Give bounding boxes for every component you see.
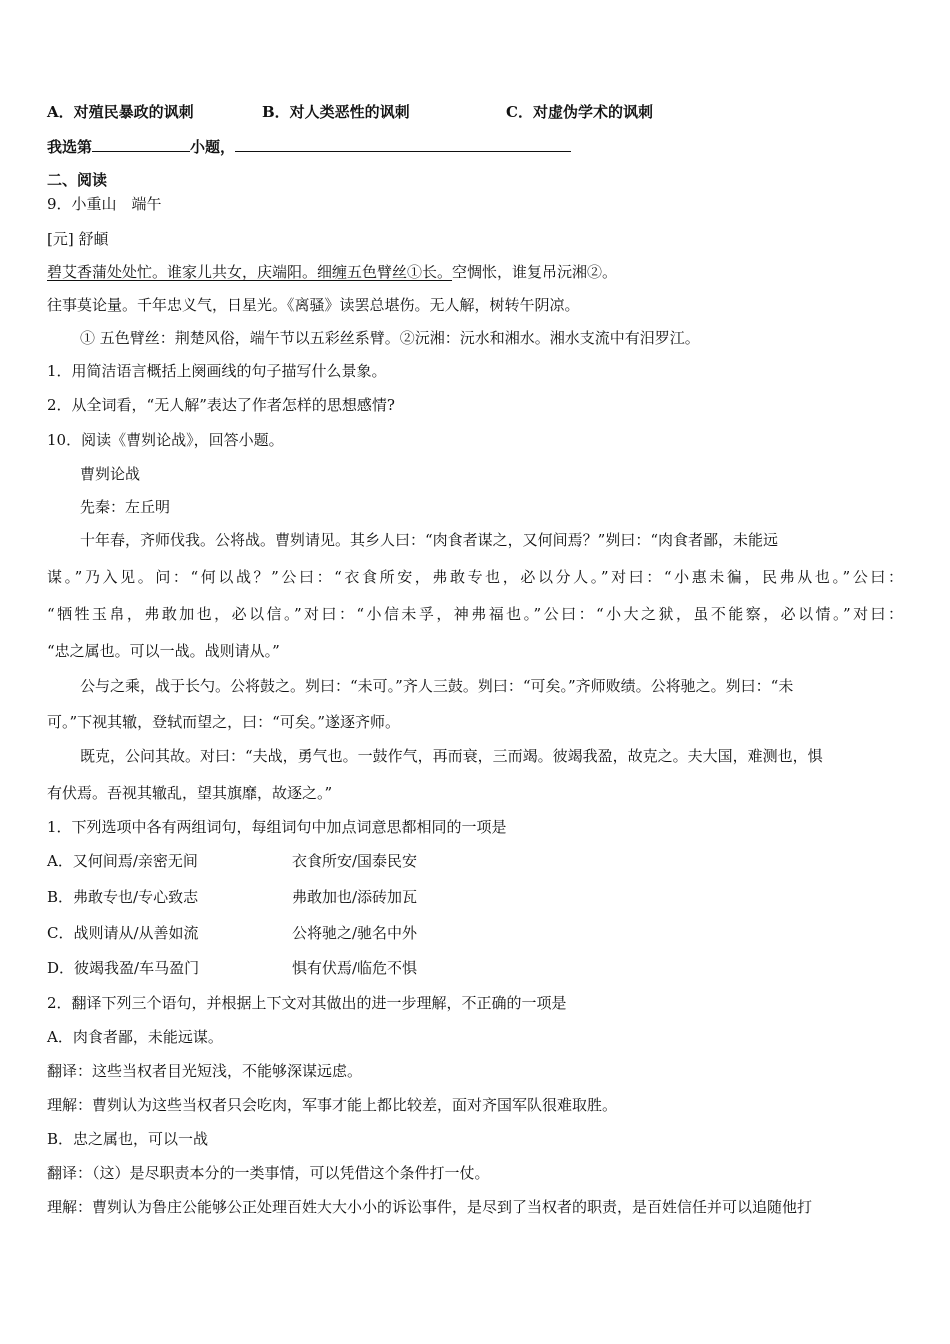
q8-number-blank[interactable] <box>92 137 190 152</box>
q9-poem-line-1 <box>47 263 617 281</box>
q9-note: ① 五色臂丝：荆楚风俗，端午节以五彩丝系臂。②沅湘：沅水和湘水。湘水支流中有汨罗江。 <box>80 329 700 347</box>
q9-sub-question-2: 2．从全词看，“无人解”表达了作者怎样的思想感情? <box>47 396 395 414</box>
q10-item-a-translation: 翻译：这些当权者目光短浅，不能够深谋远虑。 <box>47 1062 363 1080</box>
q9-author: [元] 舒頔 <box>47 230 109 248</box>
q10-sub-question-2: 2．翻译下列三个语句，并根据上下文对其做出的进一步理解，不正确的一项是 <box>47 994 567 1012</box>
q10-item-b-translation: 翻译：（这）是尽职责本分的一类事情，可以凭借这个条件打一仗。 <box>47 1164 490 1182</box>
q10-paragraph-2-line-2: 可。”下视其辙，登轼而望之，曰：“可矣。”遂逐齐师。 <box>47 713 401 731</box>
q10-paragraph-3-line-1: 既克，公问其故。对曰：“夫战，勇气也。一鼓作气，再而衰，三而竭。彼竭我盈，故克之。夫大国，难测也，惧 <box>80 747 823 765</box>
q10-option-c-right: 公将驰之/驰名中外 <box>292 924 418 942</box>
q10-paragraph-2-line-1: 公与之乘，战于长勺。公将鼓之。刿曰：“未可。”齐人三鼓。刿曰：“可矣。”齐师败绩。公将驰之。刿曰：“未 <box>80 677 794 695</box>
q10-item-b-sentence: B．忠之属也，可以一战 <box>47 1130 209 1148</box>
q10-item-b-understanding: 理解：曹刿认为鲁庄公能够公正处理百姓大大小小的诉讼事件，是尽到了当权者的职责，是百姓信任并可以追随他打 <box>47 1198 813 1216</box>
q10-option-d-left: D．彼竭我盈/车马盈门 <box>47 959 200 977</box>
section-title: 二、阅读 <box>47 171 108 189</box>
q10-paragraph-1-line-1: 十年春，齐师伐我。公将战。曹刿请见。其乡人曰：“肉食者谋之，又何间焉？”刿曰：“肉食者鄙，未能远 <box>80 531 779 549</box>
q9-sub-question-1: 1．用简洁语言概括上阕画线的句子描写什么景象。 <box>47 362 387 380</box>
q8-reason-blank[interactable] <box>235 137 571 152</box>
q9-title: 9．小重山 端午 <box>47 195 162 213</box>
q10-option-a-right: 衣食所安/国泰民安 <box>292 852 418 870</box>
q10-text-title: 曹刿论战 <box>80 465 141 483</box>
q10-title: 10．阅读《曹刿论战》，回答小题。 <box>47 431 284 449</box>
q10-paragraph-1-line-3: “牺牲玉帛，弗敢加也，必以信。”对曰：“小信未孚，神弗福也。”公曰：“小大之狱，虽不能察，必以情。”对曰： <box>47 605 903 623</box>
q10-item-a-sentence: A．肉食者鄙，未能远谋。 <box>47 1028 223 1046</box>
q10-paragraph-3-line-2: 有伏焉。吾视其辙乱，望其旗靡，故逐之。” <box>47 784 333 802</box>
q10-option-c-left: C．战则请从/从善如流 <box>47 924 199 942</box>
q10-sub-question-1: 1．下列选项中各有两组词句，每组词句中加点词意思都相同的一项是 <box>47 818 507 836</box>
q10-paragraph-1-line-2: 谋。”乃入见。问：“何以战？”公曰：“衣食所安，弗敢专也，必以分人。”对曰：“小惠未徧，民弗从也。”公曰： <box>47 568 903 586</box>
q10-option-d-right: 惧有伏焉/临危不惧 <box>292 959 418 977</box>
q9-poem-line-1-rest: 空惆怅，谁复吊沅湘②。 <box>452 263 618 281</box>
q10-option-a-left: A．又何间焉/亲密无间 <box>47 852 198 870</box>
q8-answer-prefix: 我选第 <box>47 138 93 156</box>
q10-text-author: 先秦：左丘明 <box>80 498 171 516</box>
q9-poem-line-2: 往事莫论量。千年忠义气，日星光。《离骚》读罢总堪伤。无人解，树转午阴凉。 <box>47 296 580 314</box>
q8-answer-line <box>47 137 571 156</box>
q9-underlined-sentence: 碧艾香蒲处处忙。谁家儿共女，庆端阳。细缠五色臂丝①长。 <box>47 263 453 281</box>
q8-option-a: A．对殖民暴政的讽刺 <box>47 103 194 121</box>
q10-paragraph-1-line-4: “忠之属也。可以一战。战则请从。” <box>47 642 280 660</box>
q8-option-c: C．对虚伪学术的讽刺 <box>506 103 653 121</box>
q10-option-b-right: 弗敢加也/添砖加瓦 <box>292 888 418 906</box>
q8-answer-middle: 小题， <box>190 138 236 156</box>
q10-item-a-understanding: 理解：曹刿认为这些当权者只会吃肉，军事才能上都比较差，面对齐国军队很难取胜。 <box>47 1096 618 1114</box>
q8-option-b: B．对人类恶性的讽刺 <box>262 103 410 121</box>
q10-option-b-left: B．弗敢专也/专心致志 <box>47 888 199 906</box>
